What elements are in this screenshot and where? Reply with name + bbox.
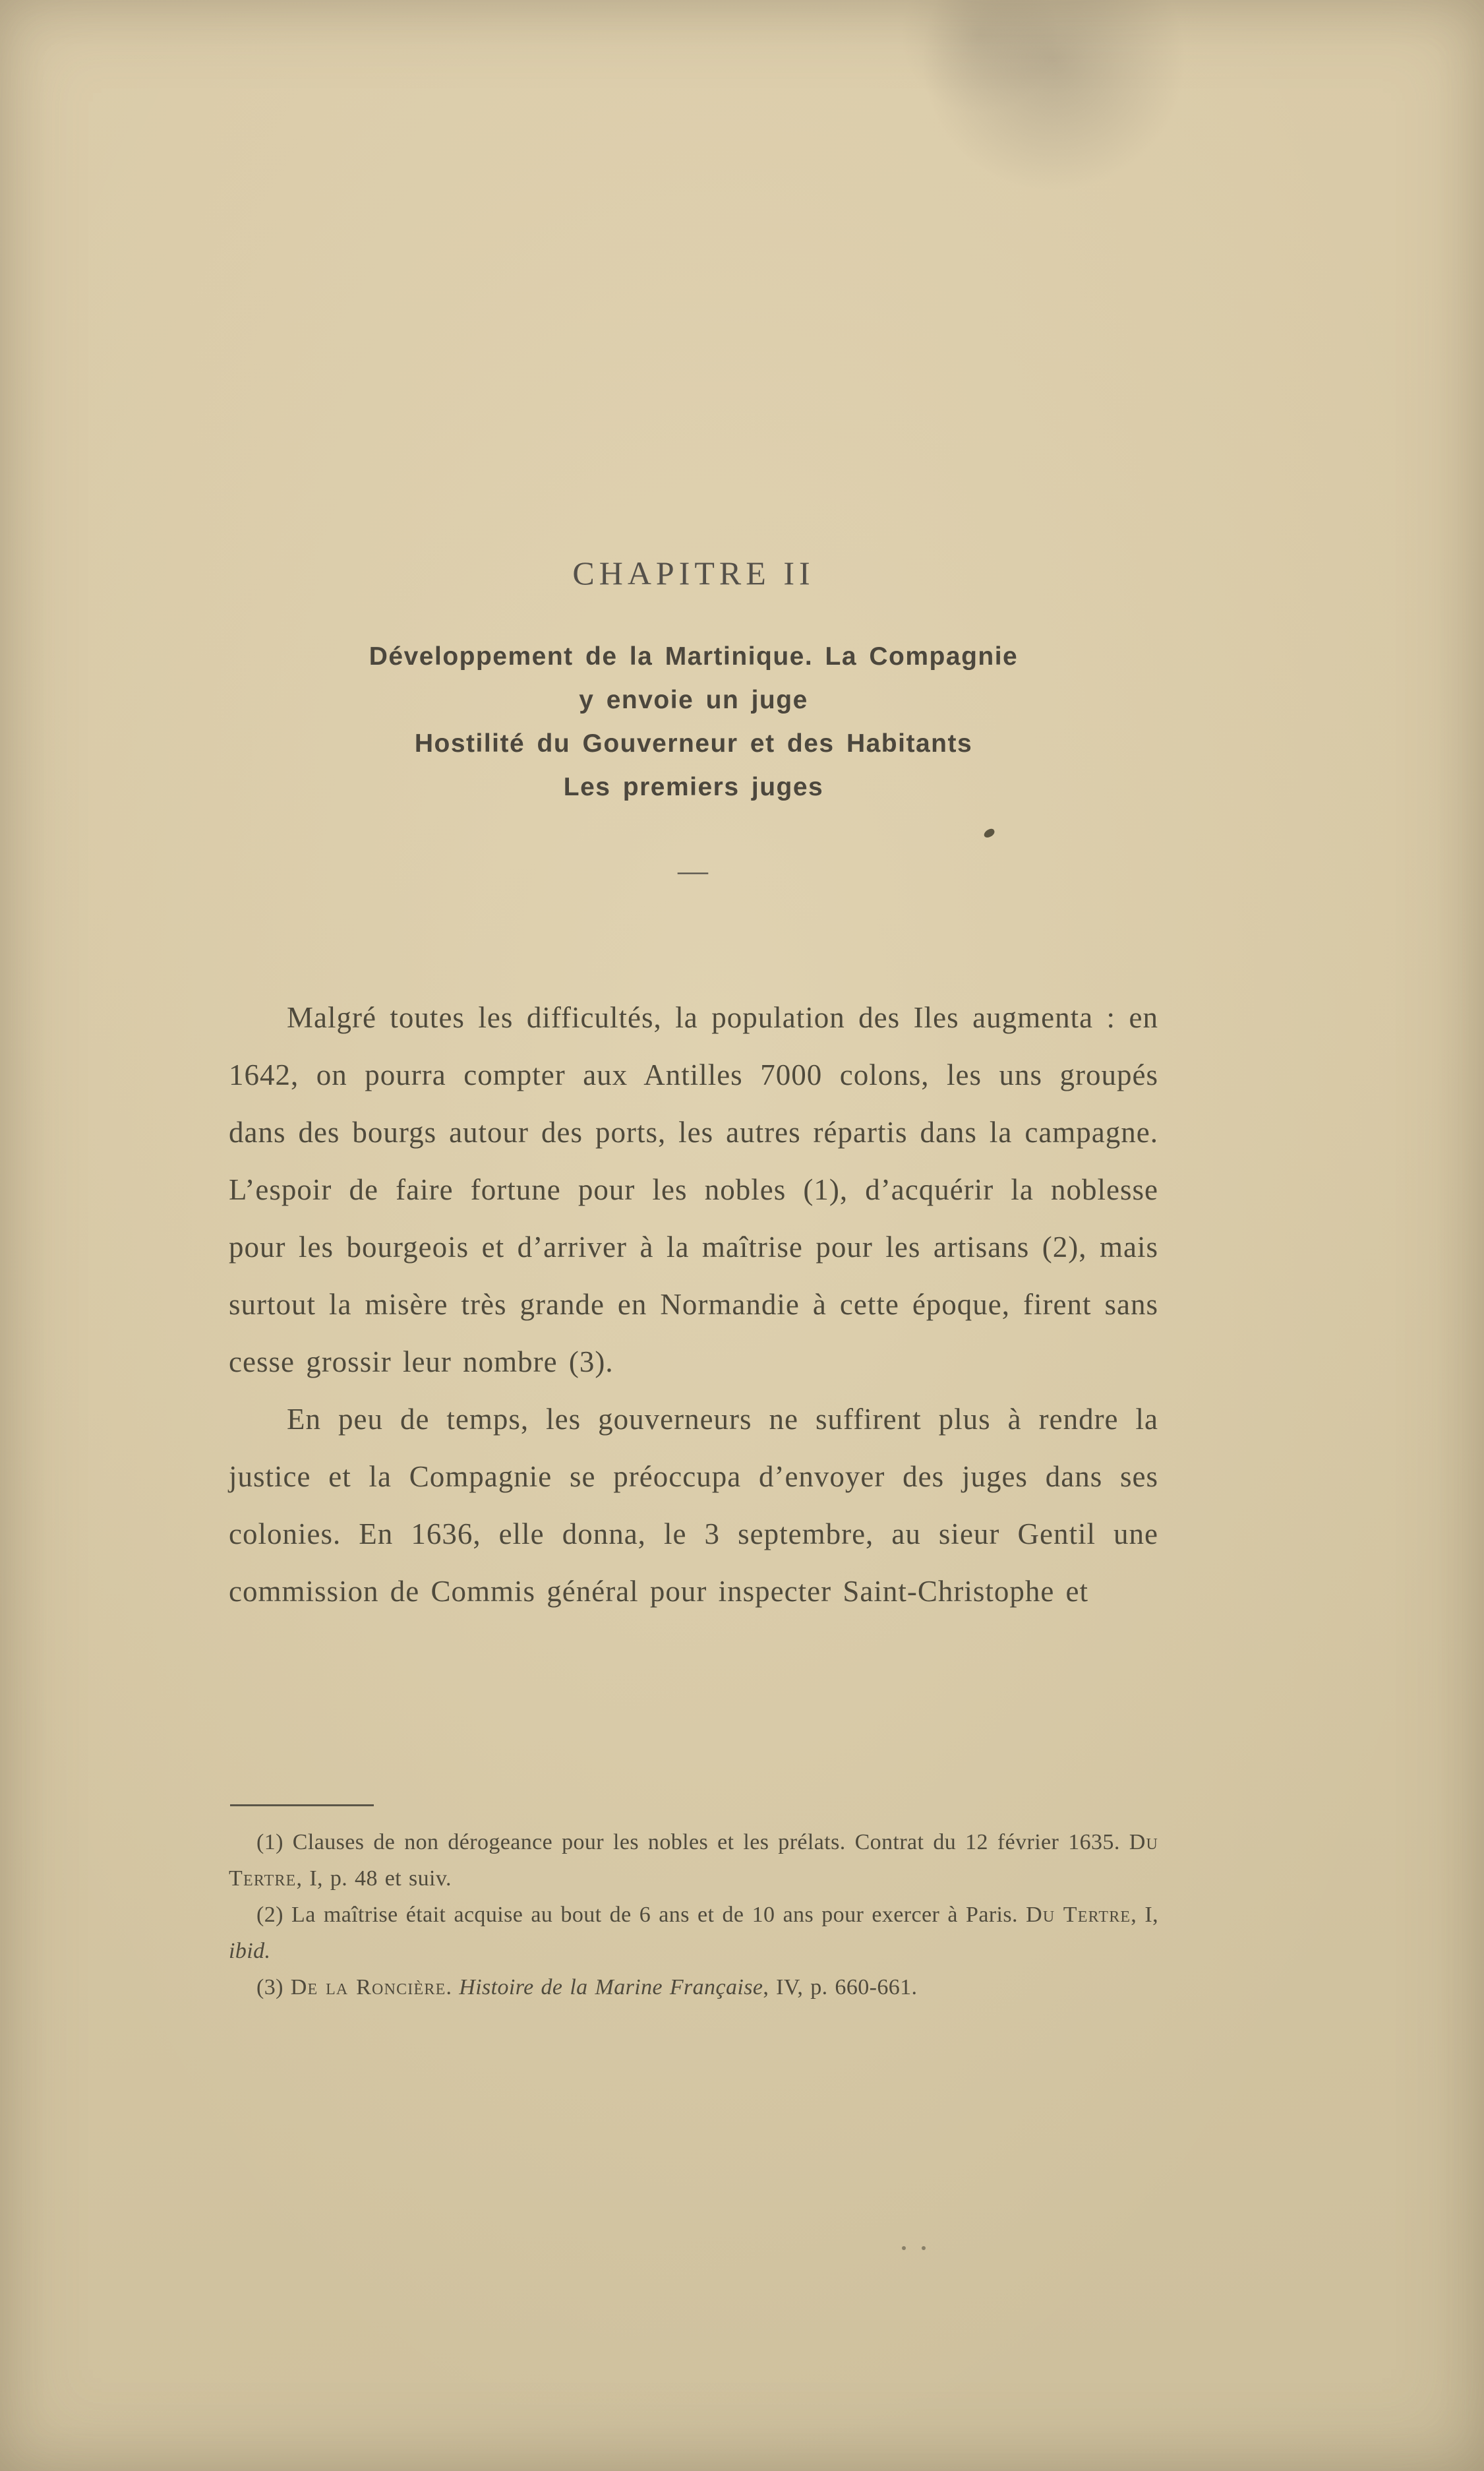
footnote-segment: ibid.: [229, 1939, 271, 1963]
chapter-subtitle: [229, 635, 1158, 809]
section-separator: —: [678, 853, 709, 887]
footnote-segment: (3): [256, 1975, 291, 1999]
subtitle-line: Développement de la Martinique. La Compagnie: [369, 642, 1019, 671]
footnote: [229, 1824, 1158, 1897]
paragraph: En peu de temps, les gouverneurs ne suffirent plus à rendre la justice et la Compagnie se préoccupa d’envoyer des juges dans ses colonies. En 1636, elle donna, le 3 septembre, au sieur Gentil une commission de Commis général pour inspecter Saint-Christophe et: [229, 1403, 1158, 1608]
footnote: [229, 1969, 1158, 2005]
footnote-rule: [230, 1804, 374, 1806]
subtitle-line: Hostilité du Gouverneur et des Habitants: [414, 729, 973, 758]
footnotes: [229, 1824, 1158, 2005]
footnote-segment: Du Tertre: [229, 1830, 1158, 1891]
speck: [922, 2246, 926, 2250]
footnote-segment: .: [446, 1975, 460, 1999]
subtitle-line: Les premiers juges: [563, 773, 824, 801]
footnote-segment: (2) La maîtrise était acquise au bout de 6 ans et de 10 ans pour exercer à Paris.: [256, 1903, 1026, 1927]
footnote: [229, 1897, 1158, 1969]
footnote-segment: , I,: [1131, 1903, 1158, 1927]
body-text: [229, 989, 1158, 1620]
page-content: [229, 0, 1158, 2471]
footnote-segment: Du Tertre: [1026, 1903, 1131, 1927]
subtitle-line: y envoie un juge: [579, 686, 808, 714]
footnote-segment: (1) Clauses de non dérogeance pour les nobles et les prélats. Contrat du 12 février 1635.: [256, 1830, 1129, 1854]
footnote-segment: , IV, p. 660-661.: [763, 1975, 918, 1999]
chapter-title: CHAPITRE II: [572, 555, 815, 592]
speck: [902, 2246, 906, 2250]
footnote-segment: De la Roncière: [290, 1975, 446, 1999]
paragraph: Malgré toutes les difficultés, la population des Iles augmenta : en 1642, on pourra compter aux Antilles 7000 colons, les uns groupés dans des bourgs autour des ports, les autres répartis dans la campagne. L’espoir de faire fortune pour les nobles (1), d’acquérir la noblesse pour les bourgeois et d’arriver à la maîtrise pour les artisans (2), mais surtout la misère très grande en Normandie à cette époque, firent sans cesse grossir leur nombre (3).: [229, 1001, 1158, 1378]
footnote-segment: , I, p. 48 et suiv.: [296, 1866, 452, 1891]
footnote-segment: Histoire de la Marine Française: [459, 1975, 763, 1999]
